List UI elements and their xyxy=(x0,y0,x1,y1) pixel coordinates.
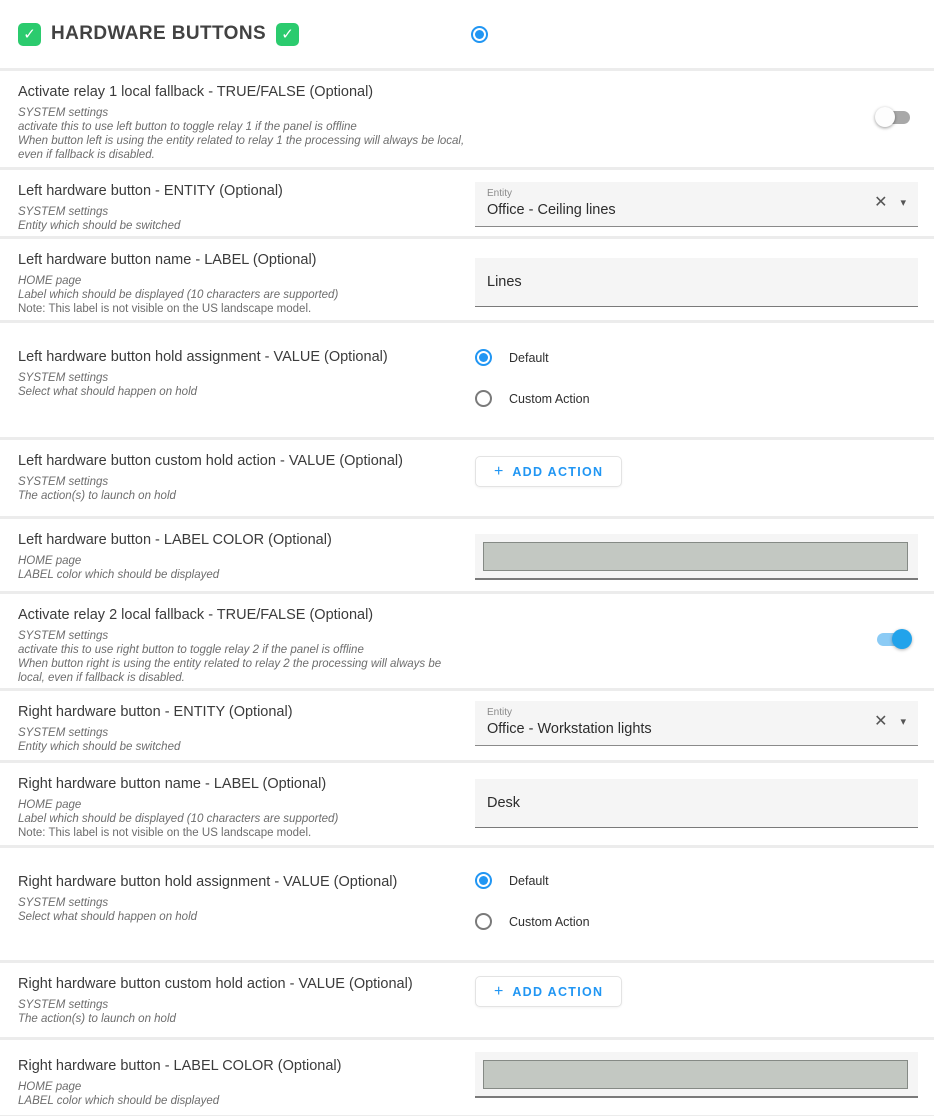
setting-row-relay2-fallback xyxy=(0,594,934,688)
setting-description: The action(s) to launch on hold xyxy=(18,1013,176,1025)
entity-value: Office - Ceiling lines xyxy=(487,201,616,218)
setting-row-left-label xyxy=(0,239,934,320)
left-button-label-input[interactable] xyxy=(475,258,918,307)
setting-title: Left hardware button name - LABEL (Optional) xyxy=(18,252,317,268)
setting-scope: HOME page xyxy=(18,555,82,567)
add-action-button[interactable] xyxy=(475,456,622,487)
setting-title: Right hardware button custom hold action - VALUE (Optional) xyxy=(18,976,413,992)
setting-description: When button right is using the entity related to relay 2 the processing will always be local, even if fallback is disabled. xyxy=(18,658,442,684)
setting-description: activate this to use left button to toggle relay 1 if the panel is offline xyxy=(18,121,357,133)
radio-option-custom-action[interactable] xyxy=(475,913,934,930)
setting-row-left-entity xyxy=(0,170,934,236)
radio-unselected-icon[interactable] xyxy=(475,390,492,407)
radio-unselected-icon[interactable] xyxy=(475,913,492,930)
right-button-label-input[interactable] xyxy=(475,779,918,828)
setting-description: Label which should be displayed (10 characters are supported) xyxy=(18,289,339,301)
setting-scope: SYSTEM settings xyxy=(18,372,109,384)
radio-option-default[interactable] xyxy=(475,349,934,366)
field-label: Entity xyxy=(487,187,513,199)
toggle-switch-relay2[interactable] xyxy=(875,629,912,650)
radio-selected-icon[interactable] xyxy=(475,872,492,889)
setting-row-right-custom-hold-action xyxy=(0,963,934,1037)
section-selected-radio[interactable] xyxy=(471,26,488,43)
setting-description: When button left is using the entity related to relay 1 the processing will always be local, even if fallback is disabled. xyxy=(18,135,465,161)
plus-icon: + xyxy=(494,462,504,480)
clear-icon[interactable]: ✕ xyxy=(874,194,888,211)
add-action-button[interactable] xyxy=(475,976,622,1007)
radio-option-default[interactable] xyxy=(475,872,934,889)
setting-description: Entity which should be switched xyxy=(18,220,181,232)
setting-title: Activate relay 2 local fallback - TRUE/FALSE (Optional) xyxy=(18,607,374,623)
radio-label: Default xyxy=(509,350,549,365)
color-swatch[interactable] xyxy=(483,1060,908,1089)
setting-title: Right hardware button name - LABEL (Optional) xyxy=(18,776,327,792)
setting-row-right-hold-assignment xyxy=(0,848,934,960)
color-picker-field-right[interactable] xyxy=(475,1052,918,1098)
setting-scope: SYSTEM settings xyxy=(18,206,109,218)
color-picker-field-left[interactable] xyxy=(475,534,918,580)
field-label: Entity xyxy=(487,706,513,718)
setting-title: Left hardware button - LABEL COLOR (Optional) xyxy=(18,532,332,548)
dropdown-arrow-icon[interactable]: ▾ xyxy=(900,715,906,728)
setting-title: Right hardware button - LABEL COLOR (Optional) xyxy=(18,1058,342,1074)
setting-scope: SYSTEM settings xyxy=(18,476,109,488)
checkbox-checked-icon: ✓ xyxy=(276,23,299,46)
radio-label: Default xyxy=(509,873,549,888)
color-swatch[interactable] xyxy=(483,542,908,571)
checkbox-checked-icon: ✓ xyxy=(18,23,41,46)
dropdown-arrow-icon[interactable]: ▾ xyxy=(900,196,906,209)
setting-description: Select what should happen on hold xyxy=(18,386,198,398)
setting-note: Note: This label is not visible on the US landscape model. xyxy=(18,827,312,839)
setting-title: Right hardware button hold assignment - VALUE (Optional) xyxy=(18,874,398,890)
radio-option-custom-action[interactable] xyxy=(475,390,934,407)
add-action-label: ADD ACTION xyxy=(512,464,604,479)
setting-description: activate this to use right button to toggle relay 2 if the panel is offline xyxy=(18,644,364,656)
setting-scope: SYSTEM settings xyxy=(18,630,109,642)
setting-description: Label which should be displayed (10 characters are supported) xyxy=(18,813,339,825)
setting-row-left-custom-hold-action xyxy=(0,440,934,516)
setting-description: LABEL color which should be displayed xyxy=(18,569,220,581)
toggle-thumb xyxy=(892,629,912,649)
setting-note: Note: This label is not visible on the US landscape model. xyxy=(18,303,312,315)
clear-icon[interactable]: ✕ xyxy=(874,713,888,730)
setting-row-right-label-color xyxy=(0,1040,934,1115)
setting-title: Right hardware button - ENTITY (Optional) xyxy=(18,704,293,720)
plus-icon: + xyxy=(494,982,504,1000)
section-header xyxy=(0,0,934,68)
setting-title: Left hardware button - ENTITY (Optional) xyxy=(18,183,283,199)
toggle-switch-relay1[interactable] xyxy=(875,107,912,128)
setting-scope: HOME page xyxy=(18,799,82,811)
radio-label: Custom Action xyxy=(509,391,590,406)
entity-select-right[interactable] xyxy=(475,701,918,746)
setting-scope: SYSTEM settings xyxy=(18,107,109,119)
setting-description: LABEL color which should be displayed xyxy=(18,1095,220,1107)
setting-scope: HOME page xyxy=(18,275,82,287)
setting-row-left-label-color xyxy=(0,519,934,591)
page-title: HARDWARE BUTTONS xyxy=(51,23,267,44)
setting-scope: SYSTEM settings xyxy=(18,727,109,739)
setting-scope: SYSTEM settings xyxy=(18,999,109,1011)
add-action-label: ADD ACTION xyxy=(512,984,604,999)
setting-title: Left hardware button custom hold action - VALUE (Optional) xyxy=(18,453,403,469)
setting-row-right-label xyxy=(0,763,934,845)
setting-description: Entity which should be switched xyxy=(18,741,181,753)
setting-title: Activate relay 1 local fallback - TRUE/FALSE (Optional) xyxy=(18,84,374,100)
entity-select-left[interactable] xyxy=(475,182,918,227)
radio-selected-icon[interactable] xyxy=(475,349,492,366)
setting-row-left-hold-assignment xyxy=(0,323,934,437)
toggle-thumb xyxy=(875,107,895,127)
radio-label: Custom Action xyxy=(509,914,590,929)
setting-row-relay1-fallback xyxy=(0,71,934,167)
setting-scope: HOME page xyxy=(18,1081,82,1093)
setting-scope: SYSTEM settings xyxy=(18,897,109,909)
setting-description: The action(s) to launch on hold xyxy=(18,490,176,502)
setting-row-right-entity xyxy=(0,691,934,760)
setting-description: Select what should happen on hold xyxy=(18,911,198,923)
entity-value: Office - Workstation lights xyxy=(487,720,652,737)
setting-title: Left hardware button hold assignment - VALUE (Optional) xyxy=(18,349,388,365)
